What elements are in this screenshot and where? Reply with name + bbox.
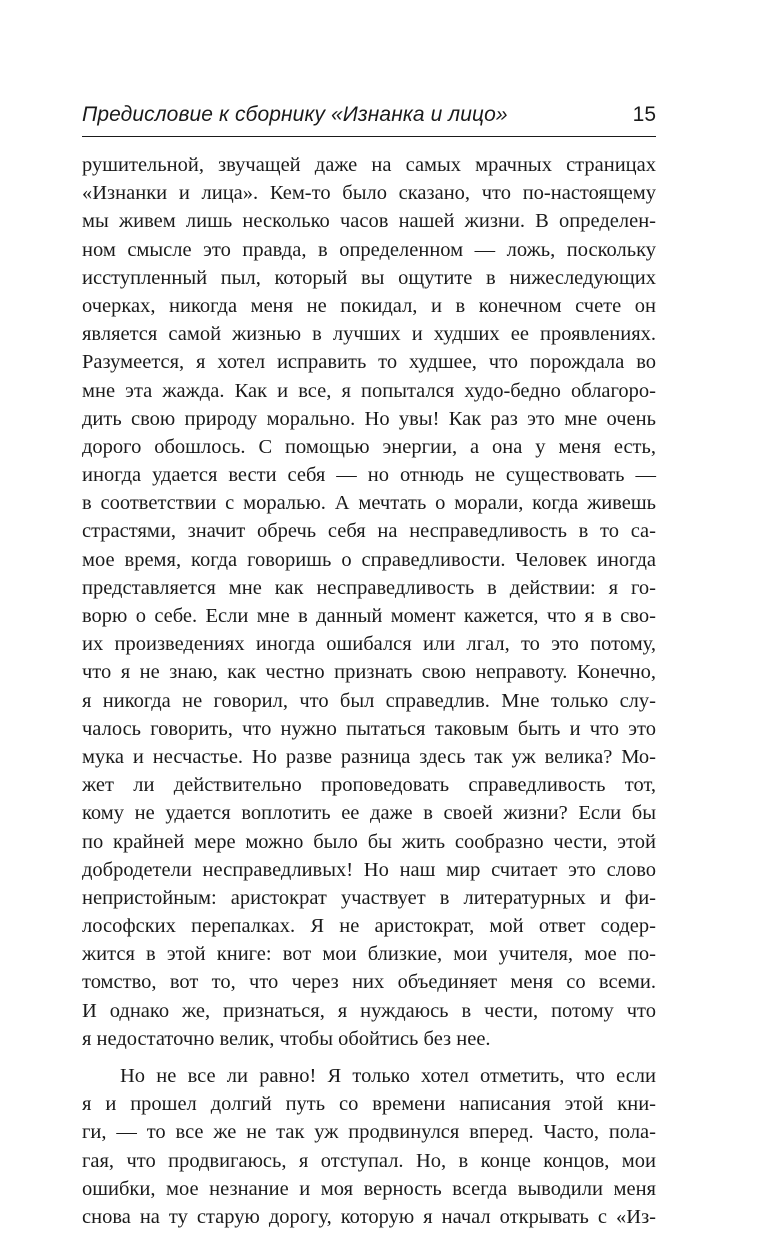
- text-line: мне эта жажда. Как и все, я попытался худо-бедно облагоро-: [82, 379, 656, 402]
- text-line: их произведениях иногда ошибался или лгал, то это потому,: [82, 633, 656, 656]
- text-line: иногда удается вести себя — но отнюдь не существовать —: [82, 464, 656, 487]
- text-line: ошибки, мое незнание и моя верность всегда выводили меня: [82, 1177, 656, 1200]
- text-line: лософских перепалках. Я не аристократ, мой ответ содер-: [82, 915, 656, 938]
- text-line: гая, что продвигаюсь, я отступал. Но, в конце концов, мои: [82, 1149, 656, 1172]
- text-line: ном смысле это правда, в определенном — ложь, поскольку: [82, 238, 656, 261]
- text-line: Разумеется, я хотел исправить то худшее, что порождала во: [82, 351, 656, 374]
- text-line: мука и несчастье. Но разве разница здесь так уж велика? Мо-: [82, 745, 656, 768]
- text-line: в соответствии с моралью. А мечтать о морали, когда живешь: [82, 492, 656, 515]
- text-line: кому не удается воплотить ее даже в своей жизни? Если бы: [82, 802, 656, 825]
- text-line: мы живем лишь несколько часов нашей жизни. В определен-: [82, 210, 656, 233]
- body-text: [82, 151, 656, 1231]
- text-line: рушительной, звучащей даже на самых мрачных страницах: [82, 154, 656, 176]
- text-line: добродетели несправедливых! Но наш мир считает это слово: [82, 858, 656, 881]
- text-line: дорого обошлось. С помощью энергии, а она у меня есть,: [82, 435, 656, 458]
- text-line: по крайней мере можно было бы жить сообразно чести, этой: [82, 830, 656, 853]
- running-title: Предисловие к сборнику «Изнанка и лицо»: [82, 103, 508, 126]
- text-line: я никогда не говорил, что был справедлив. Мне только слу-: [82, 689, 656, 712]
- text-line: снова на ту старую дорогу, которую я начал открывать с «Из-: [82, 1205, 656, 1228]
- text-line: жится в этой книге: вот мои близкие, мои учителя, мое по-: [82, 943, 656, 966]
- text-line: очерках, никогда меня не покидал, и в конечном счете он: [82, 294, 656, 317]
- text-line: страстями, значит обречь себя на несправедливость в то са-: [82, 520, 656, 543]
- text-line: представляется мне как несправедливость в действии: я го-: [82, 576, 656, 599]
- text-line: я недостаточно велик, чтобы обойтись без нее.: [82, 1027, 491, 1050]
- text-line: что я не знаю, как честно признать свою неправоту. Конечно,: [82, 661, 656, 684]
- text-line: дить свою природу морально. Но увы! Как раз это мне очень: [82, 407, 656, 430]
- text-line: является самой жизнью в лучших и худших ее проявлениях.: [82, 323, 656, 346]
- text-line: исступленный пыл, который вы ощутите в нижеследующих: [82, 266, 656, 289]
- running-head: [82, 100, 656, 137]
- text-line: ворю о себе. Если мне в данный момент кажется, что я в сво-: [82, 605, 656, 627]
- text-line: жет ли действительно проповедовать справедливость тот,: [82, 774, 656, 797]
- text-line: непристойным: аристократ участвует в литературных и фи-: [82, 886, 656, 909]
- text-line: я и прошел долгий путь со времени написания этой кни-: [82, 1093, 656, 1116]
- text-line: чалось говорить, что нужно пытаться таковым быть и что это: [82, 717, 656, 740]
- text-line: ги, — то все же не так уж продвинулся вперед. Часто, пола-: [82, 1121, 656, 1144]
- paragraph-gap: [82, 1053, 656, 1062]
- text-line: И однако же, признаться, я нуждаюсь в чести, потому что: [82, 999, 656, 1022]
- paragraph: [82, 1062, 656, 1231]
- text-line: томство, вот то, что через них объединяет меня со всеми.: [82, 971, 656, 994]
- text-line: мое время, когда говоришь о справедливости. Человек иногда: [82, 548, 656, 571]
- text-line: «Изнанки и лица». Кем-то было сказано, что по-настоящему: [82, 182, 656, 205]
- paragraph: [82, 151, 656, 1053]
- page-number: 15: [632, 103, 656, 126]
- text-line: Но не все ли равно! Я только хотел отметить, что если: [120, 1065, 656, 1087]
